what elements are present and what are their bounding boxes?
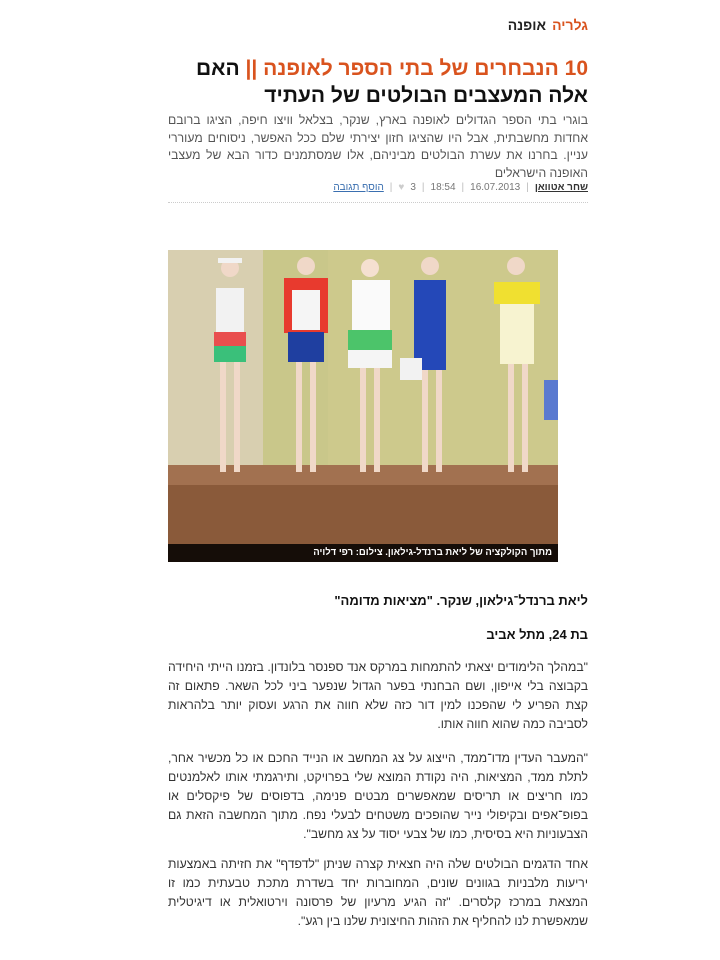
article-paragraph-2: "המעבר העדין מדו־ממד, הייצוג על צג המחשב או הנייד החכם או כל מכשיר אחר, לתלת ממד, המציאות, היה נקודת המוצא שלי בפרויקט, ותירגמתי אותו לאלמנטים כמו חריצים או תריסים שמאפשרים מבטים פנימה, בדפוסים של פיקסלים או בפופ־אפים ובקיפולי נייר שהופכים משטחים לבעלי נפח. מתוך המחשבה הזאת גם הצבעוניות היא בסיסית, כמו של צבעי יסוד על צג מחשב". xyxy=(168,751,588,841)
headline-black-part-2: אלה המעצבים הבולטים של העתיד xyxy=(264,84,588,107)
byline-divider: | xyxy=(389,182,393,193)
photo-caption: מתוך הקולקציה של ליאת ברנדל-גילאון. צילום: רפי דלויה xyxy=(168,544,558,562)
byline xyxy=(168,182,588,203)
article-paragraph-1: "במהלך הלימודים יצאתי להתמחות במרקס אנד ספנסר בלונדון. בזמנו הייתי היחידה בקבוצה בלי אייפון, ושם הבחנתי בפער הגדול שנפער ביני לכל השאר. פתאום זה קצת הפריע לי שהפכנו למין דור כזה שלא חווה את הרגע ועסוק יותר בלהראות לסביבה כמה שהוא חווה אותו. xyxy=(168,660,588,731)
designer-name-heading: ליאת ברנדל־גילאון, שנקר. "מציאות מדומה" xyxy=(334,593,588,608)
headline-red-part: 10 הנבחרים של בתי הספר לאופנה xyxy=(263,57,588,80)
heart-icon[interactable]: ♥ xyxy=(398,182,405,193)
publish-date: 16.07.2013 xyxy=(470,182,521,193)
breadcrumb-gallery-link[interactable]: גלריה xyxy=(552,17,588,33)
headline-black-part-1: האם xyxy=(196,57,240,80)
headline-separator: || xyxy=(245,57,258,80)
breadcrumb xyxy=(168,17,588,33)
runway-photo[interactable] xyxy=(168,250,558,562)
runway-illustration xyxy=(168,250,558,562)
article-headline xyxy=(168,55,588,109)
likes-count: 3 xyxy=(410,182,416,193)
article-paragraph-3: אחד הדגמים הבולטים שלה היה חצאית קצרה שניתן "לדפדף" את חזיתה באמצעות יריעות מלבניות בגוונים שונים, המחוברות יחד בשדרת מתכת טבעתית כמו זו המצאת במרכז קלסרים. "זה הגיע מרעיון של פרסונה וירטואלית או דיגיטלית שמאפשרת לנו להחליף את הזהות החיצונית שלנו בין רגע". xyxy=(168,857,588,928)
author-link[interactable]: שחר אטוואן xyxy=(534,182,588,193)
byline-divider: | xyxy=(526,182,529,193)
breadcrumb-fashion-link[interactable]: אופנה xyxy=(507,17,547,33)
byline-divider: | xyxy=(461,182,465,193)
designer-age-heading: בת 24, מתל אביב xyxy=(486,627,588,642)
byline-divider: | xyxy=(421,182,425,193)
publish-time: 18:54 xyxy=(430,182,456,193)
add-comment-link[interactable]: הוסף תגובה xyxy=(333,182,384,193)
article-lede: בוגרי בתי הספר הגדולים לאופנה בארץ, שנקר, בצלאל וויצו חיפה, הציגו ברובם אחדות מחשבתית, אבל היו שהציגו חזון יצירתי שלם ככל האפשר, ניסוחים מעוררי עניין. בחרנו את עשרת הבולטים מביניהם, אלו שמסתמנים כדור הבא של מעצבי האופנה הישראלים xyxy=(168,113,588,180)
